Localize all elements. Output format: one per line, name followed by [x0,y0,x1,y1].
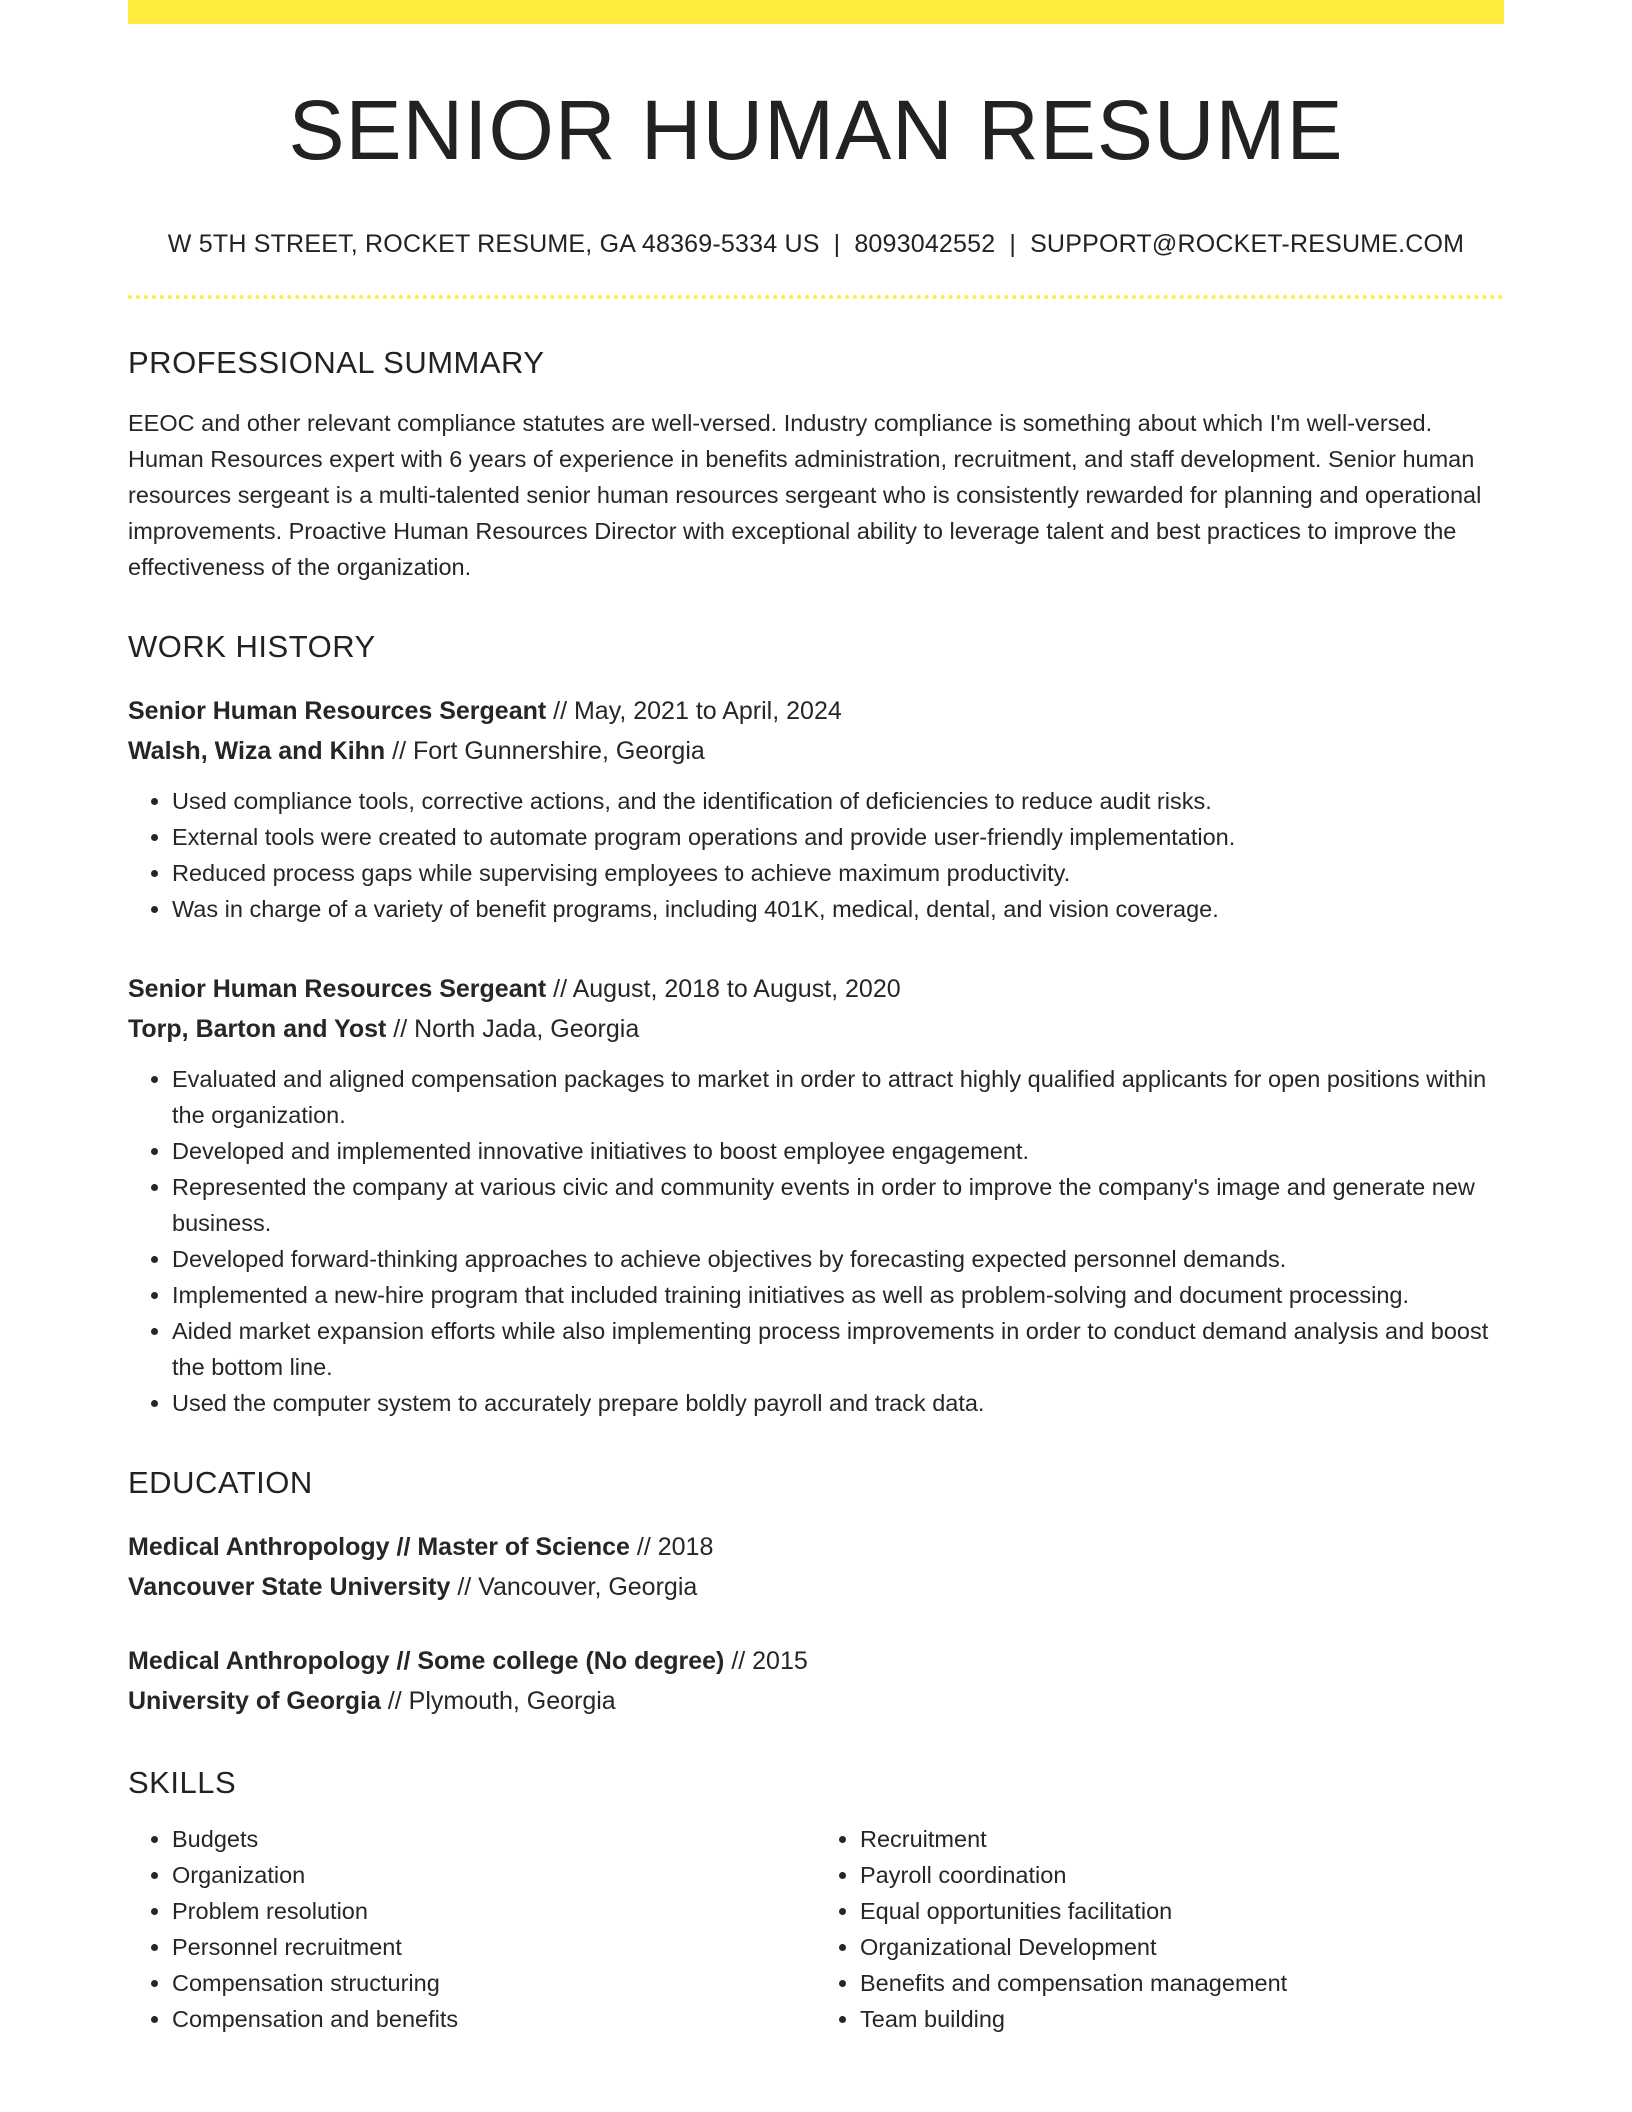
education-school: Vancouver State University [128,1573,451,1602]
job-bullet: • Developed forward-thinking approaches to achieve objectives by forecasting expected personnel demands. [172,1241,1504,1277]
skill-item: • Organization [172,1857,816,1893]
job-entry [128,691,1504,927]
education-school: University of Georgia [128,1687,381,1716]
contact-separator: | [1009,230,1017,259]
job-bullet: • Was in charge of a variety of benefit programs, including 401K, medical, dental, and vision coverage. [172,891,1504,927]
summary-title: PROFESSIONAL SUMMARY [128,345,545,381]
skill-item: • Personnel recruitment [172,1929,816,1965]
skills-section [128,1765,1504,2037]
contact-line [128,230,1504,259]
job-location: // North Jada, Georgia [386,1015,640,1044]
accent-top-bar [128,0,1504,24]
contact-email: SUPPORT@ROCKET-RESUME.COM [1030,230,1465,259]
contact-address: W 5TH STREET, ROCKET RESUME, GA 48369-5334 US [167,230,820,259]
education-school-line [128,1567,1504,1607]
skill-item: • Compensation structuring [172,1965,816,2001]
job-bullet: • Aided market expansion efforts while also implementing process improvements in order to conduct demand analysis and boost the bottom line. [172,1313,1504,1385]
education-school-line [128,1681,1504,1721]
skill-item: • Equal opportunities facilitation [860,1893,1504,1929]
skills-list-right [816,1821,1504,2037]
job-bullet: • Used compliance tools, corrective actions, and the identification of deficiencies to reduce audit risks. [172,783,1504,819]
job-entry [128,969,1504,1421]
job-bullet: • Represented the company at various civic and community events in order to improve the company's image and generate new business. [172,1169,1504,1241]
job-bullet: • Developed and implemented innovative initiatives to boost employee engagement. [172,1133,1504,1169]
skills-columns [128,1821,1504,2037]
skill-item: • Payroll coordination [860,1857,1504,1893]
education-year: // 2018 [629,1533,714,1562]
work-history-section [128,629,1504,1421]
job-location: // Fort Gunnershire, Georgia [385,737,705,766]
job-role-line [128,969,1504,1009]
job-bullets [128,1061,1504,1421]
work-history-title: WORK HISTORY [128,629,376,665]
job-bullet: • Used the computer system to accurately prepare boldly payroll and track data. [172,1385,1504,1421]
education-title: EDUCATION [128,1465,313,1501]
job-company-line [128,1009,1504,1049]
dotted-divider [128,295,1504,299]
education-section [128,1465,1504,1721]
education-entry [128,1641,1504,1721]
education-location: // Plymouth, Georgia [380,1687,616,1716]
education-degree: Medical Anthropology // Master of Science [128,1533,630,1562]
contact-separator: | [833,230,841,259]
job-bullets [128,783,1504,927]
job-bullet: • Evaluated and aligned compensation packages to market in order to attract highly qualified applicants for open positions within the organization. [172,1061,1504,1133]
summary-section [128,345,1504,585]
education-degree-line [128,1641,1504,1681]
education-entry [128,1527,1504,1607]
contact-phone: 8093042552 [854,230,996,259]
skill-item: • Recruitment [860,1821,1504,1857]
skill-item: • Organizational Development [860,1929,1504,1965]
resume-name: SENIOR HUMAN RESUME [288,83,1344,177]
education-degree: Medical Anthropology // Some college (No degree) [128,1647,725,1676]
job-dates: // May, 2021 to April, 2024 [546,697,842,726]
job-company-line [128,731,1504,771]
job-dates: // August, 2018 to August, 2020 [546,975,901,1004]
summary-text: EEOC and other relevant compliance statutes are well-versed. Industry compliance is something about which I'm well-versed. Human Resources expert with 6 years of experience in benefits administration, recruitment, and staff development. Senior human resources sergeant is a multi-talented senior human resources sergeant who is consistently rewarded for planning and operational improvements. Proactive Human Resources Director with exceptional ability to leverage talent and best practices to improve the effectiveness of the organization. [128,410,1482,581]
skill-item: • Team building [860,2001,1504,2037]
education-degree-line [128,1527,1504,1567]
job-bullet: • Implemented a new-hire program that included training initiatives as well as problem-solving and document processing. [172,1277,1504,1313]
job-role: Senior Human Resources Sergeant [128,697,547,726]
education-year: // 2015 [724,1647,808,1676]
job-company: Torp, Barton and Yost [128,1015,387,1044]
skills-title: SKILLS [128,1765,237,1801]
education-location: // Vancouver, Georgia [450,1573,698,1602]
skill-item: • Budgets [172,1821,816,1857]
job-role: Senior Human Resources Sergeant [128,975,547,1004]
skills-list-left [128,1821,816,2037]
skill-item: • Compensation and benefits [172,2001,816,2037]
job-role-line [128,691,1504,731]
job-bullet: • External tools were created to automate program operations and provide user-friendly implementation. [172,819,1504,855]
job-bullet: • Reduced process gaps while supervising employees to achieve maximum productivity. [172,855,1504,891]
job-company: Walsh, Wiza and Kihn [128,737,386,766]
skill-item: • Benefits and compensation management [860,1965,1504,2001]
skill-item: • Problem resolution [172,1893,816,1929]
